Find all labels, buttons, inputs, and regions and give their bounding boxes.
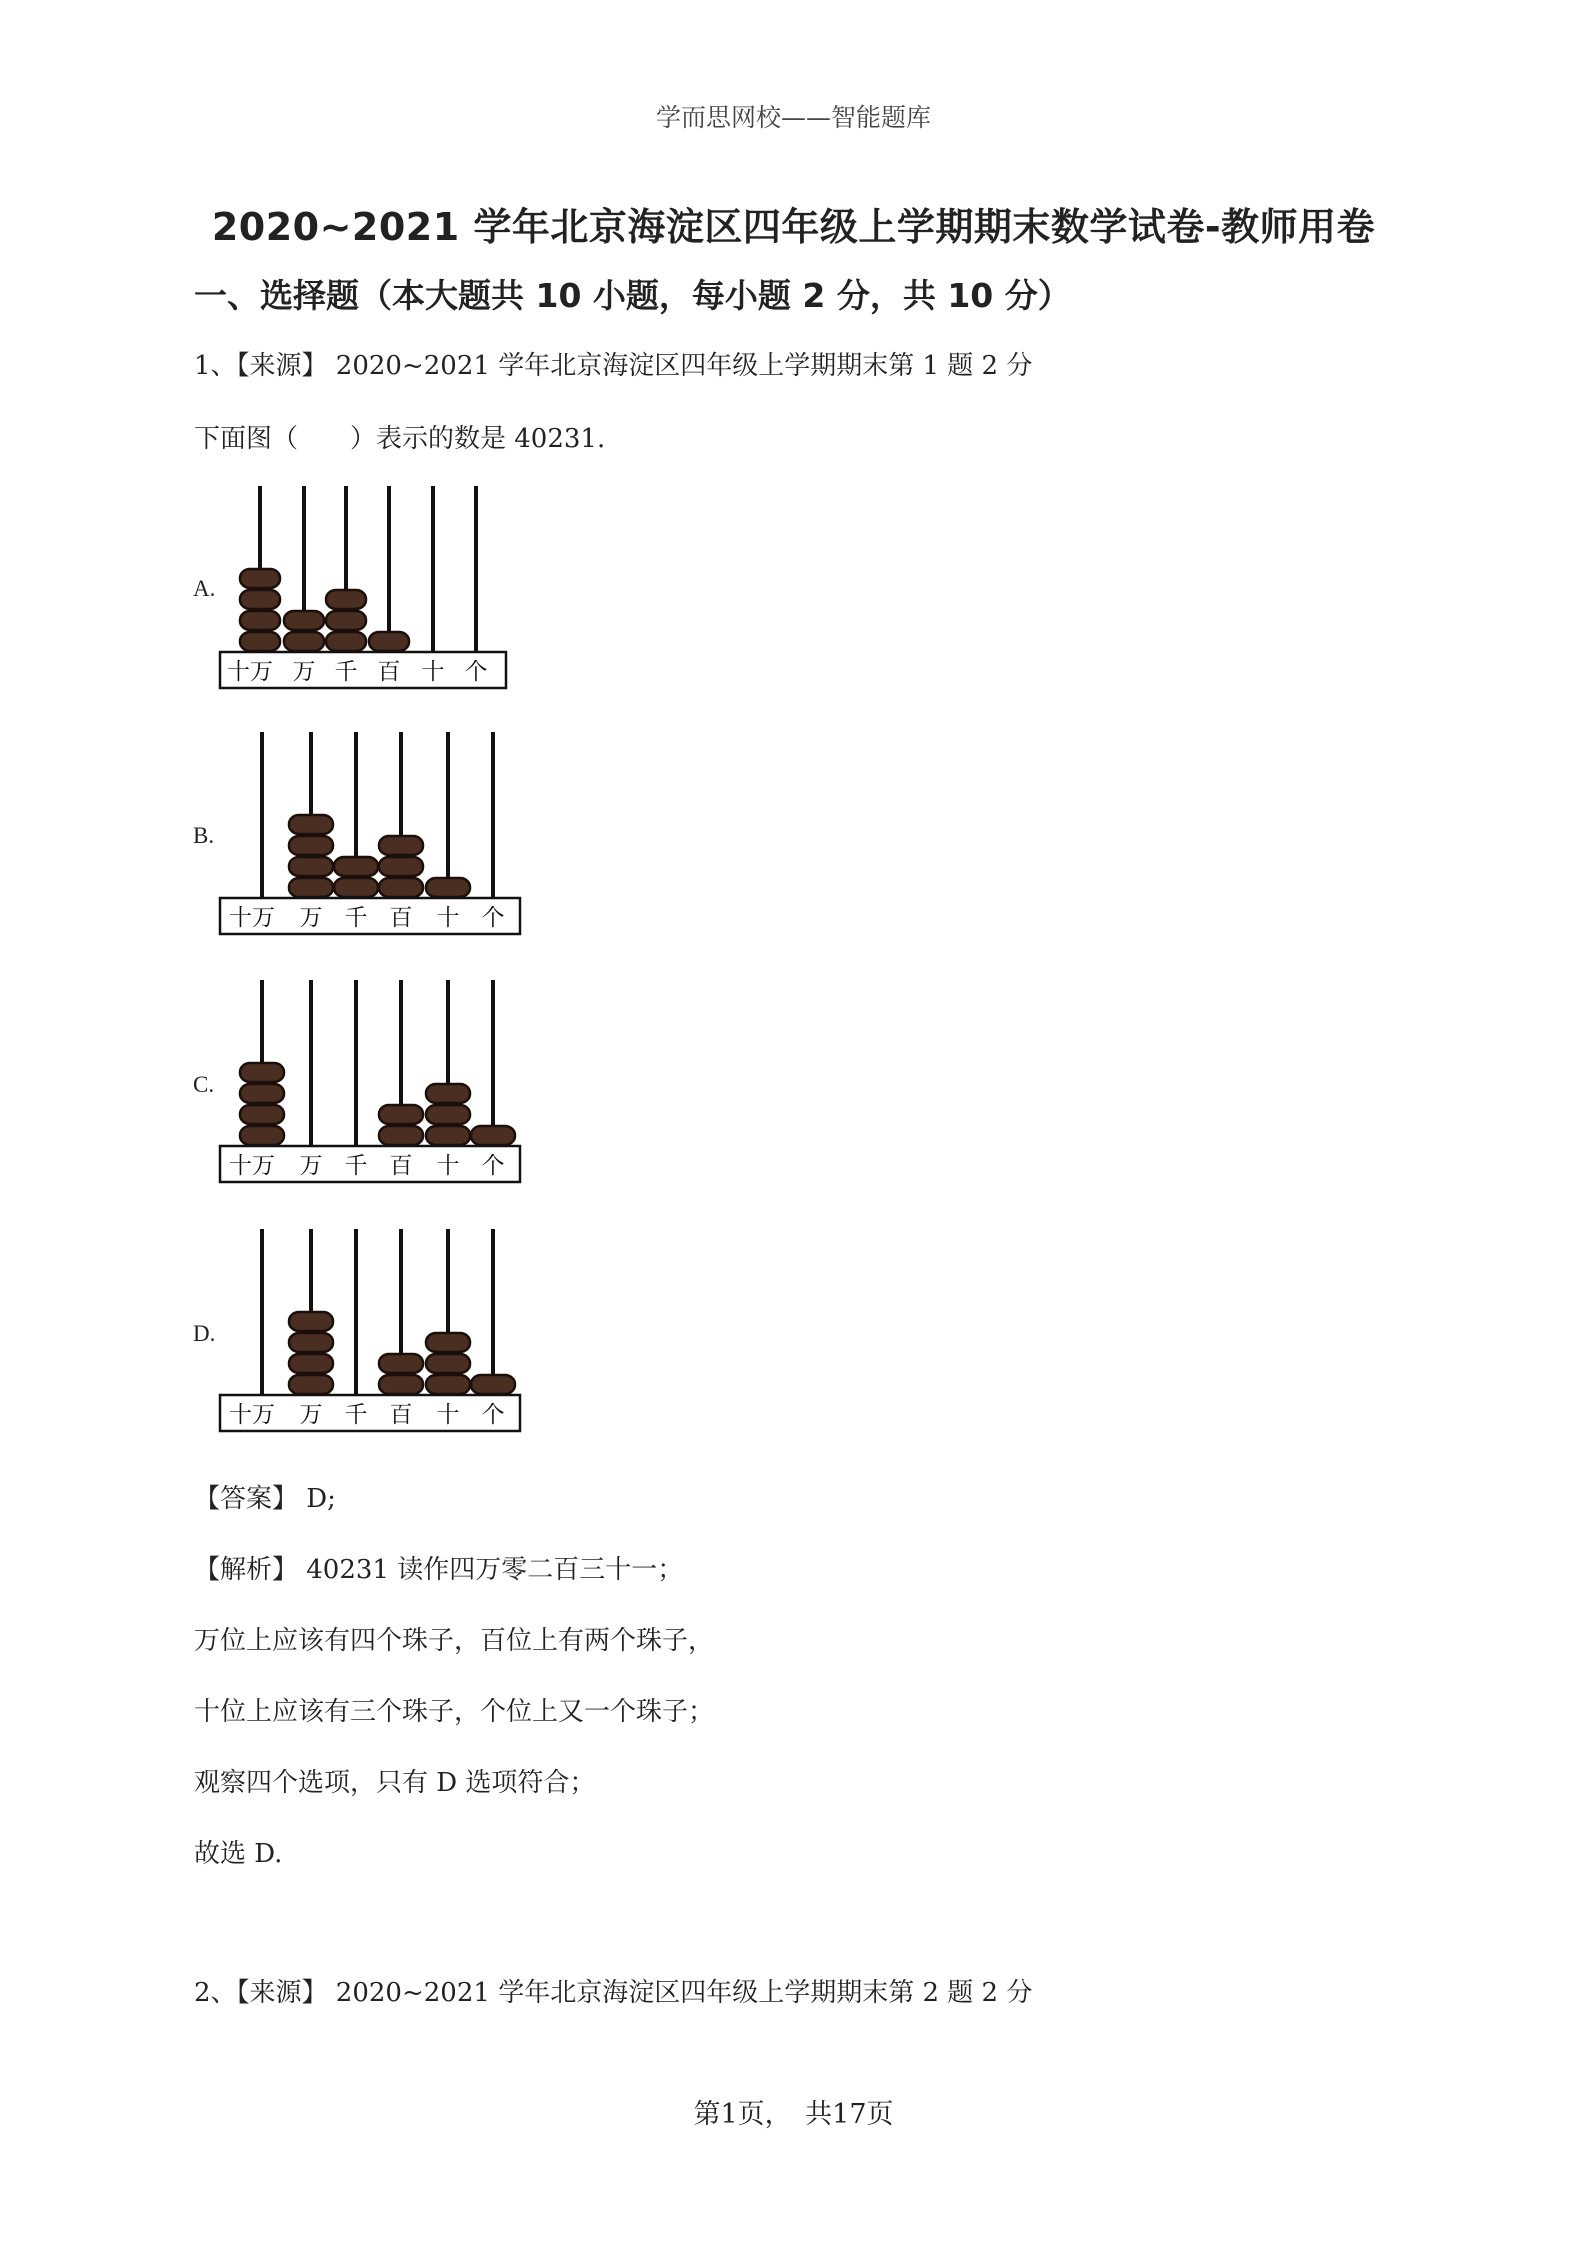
place-label: 万 [299,1402,323,1428]
abacus-bead [240,1063,284,1082]
abacus-bead [369,632,409,651]
abacus-bead [379,1105,423,1124]
q1-answer: 【答案】 D; [194,1484,336,1514]
place-label: 千 [334,659,358,685]
abacus-bead [426,1333,470,1352]
abacus-b-svg [218,730,528,944]
abacus-bead [240,569,280,588]
place-label: 万 [299,905,323,931]
abacus-bead [289,1312,333,1331]
q1-analysis-2: 万位上应该有四个珠子，百位上有两个珠子， [194,1626,715,1656]
place-label: 个 [464,659,488,685]
place-label: 千 [344,905,368,931]
place-label: 百 [389,1153,413,1179]
place-label: 十 [436,1402,460,1428]
place-label: 百 [377,659,401,685]
abacus-bead [289,815,333,834]
abacus-bead [379,857,423,876]
abacus-bead [284,611,324,630]
abacus-bead [426,878,470,897]
abacus-bead [426,1126,470,1145]
abacus-bead [379,836,423,855]
abacus-bead [326,611,366,630]
place-label: 个 [481,1402,505,1428]
abacus-bead [326,590,366,609]
q1-analysis-5: 故选 D. [194,1839,283,1869]
place-label: 十 [436,1153,460,1179]
place-label: 十 [436,905,460,931]
abacus-c-svg [218,978,528,1192]
place-label: 个 [481,905,505,931]
abacus-bead [289,1375,333,1394]
abacus-bead [289,1333,333,1352]
page-title: 2020~2021 学年北京海淀区四年级上学期期末数学试卷-教师用卷 [211,205,1376,249]
place-label: 万 [292,659,316,685]
section-heading: 一、选择题（本大题共 10 小题，每小题 2 分，共 10 分） [194,276,1071,315]
abacus-bead [240,1126,284,1145]
abacus-bead [240,611,280,630]
abacus-option-b [218,730,528,948]
abacus-bead [426,1375,470,1394]
abacus-bead [289,857,333,876]
abacus-bead [284,632,324,651]
place-label: 千 [344,1153,368,1179]
abacus-bead [379,1126,423,1145]
abacus-bead [240,1084,284,1103]
abacus-bead [426,1084,470,1103]
place-label: 十万 [227,659,273,685]
place-label: 十万 [229,1153,275,1179]
abacus-bead [289,1354,333,1373]
q2-source: 2、【来源】 2020~2021 学年北京海淀区四年级上学期期末第 2 题 2 分 [194,1978,1033,2008]
place-label: 万 [299,1153,323,1179]
abacus-bead [326,632,366,651]
place-label: 十万 [229,905,275,931]
abacus-bead [289,878,333,897]
abacus-bead [379,878,423,897]
place-label: 千 [344,1402,368,1428]
abacus-bead [426,1105,470,1124]
abacus-bead [289,836,333,855]
place-label: 十万 [229,1402,275,1428]
q1-analysis-4: 观察四个选项，只有 D 选项符合； [194,1768,596,1798]
place-label: 十 [421,659,445,685]
abacus-option-a [218,484,514,698]
option-d-label: D. [193,1321,216,1346]
abacus-option-c [218,978,528,1196]
abacus-bead [471,1126,515,1145]
abacus-a-svg [218,484,514,694]
q1-analysis-1: 【解析】 40231 读作四万零二百三十一； [194,1555,684,1585]
abacus-bead [334,878,378,897]
abacus-bead [379,1375,423,1394]
q1-source: 1、【来源】 2020~2021 学年北京海淀区四年级上学期期末第 1 题 2 分 [194,351,1033,381]
place-label: 个 [481,1153,505,1179]
abacus-bead [240,590,280,609]
abacus-bead [240,1105,284,1124]
option-c-label: C. [193,1072,215,1097]
option-b-label: B. [193,823,215,848]
q1-stem: 下面图（ ）表示的数是 40231. [194,424,606,454]
place-label: 百 [389,1402,413,1428]
abacus-option-d [218,1227,528,1445]
place-label: 百 [389,905,413,931]
abacus-bead [471,1375,515,1394]
page-header: 学而思网校——智能题库 [655,103,931,132]
abacus-d-svg [218,1227,528,1441]
abacus-bead [426,1354,470,1373]
option-a-label: A. [193,576,216,601]
abacus-bead [334,857,378,876]
abacus-bead [379,1354,423,1373]
q1-analysis-3: 十位上应该有三个珠子，个位上又一个珠子； [194,1697,715,1727]
page-footer: 第1页， 共17页 [693,2099,894,2130]
abacus-bead [240,632,280,651]
